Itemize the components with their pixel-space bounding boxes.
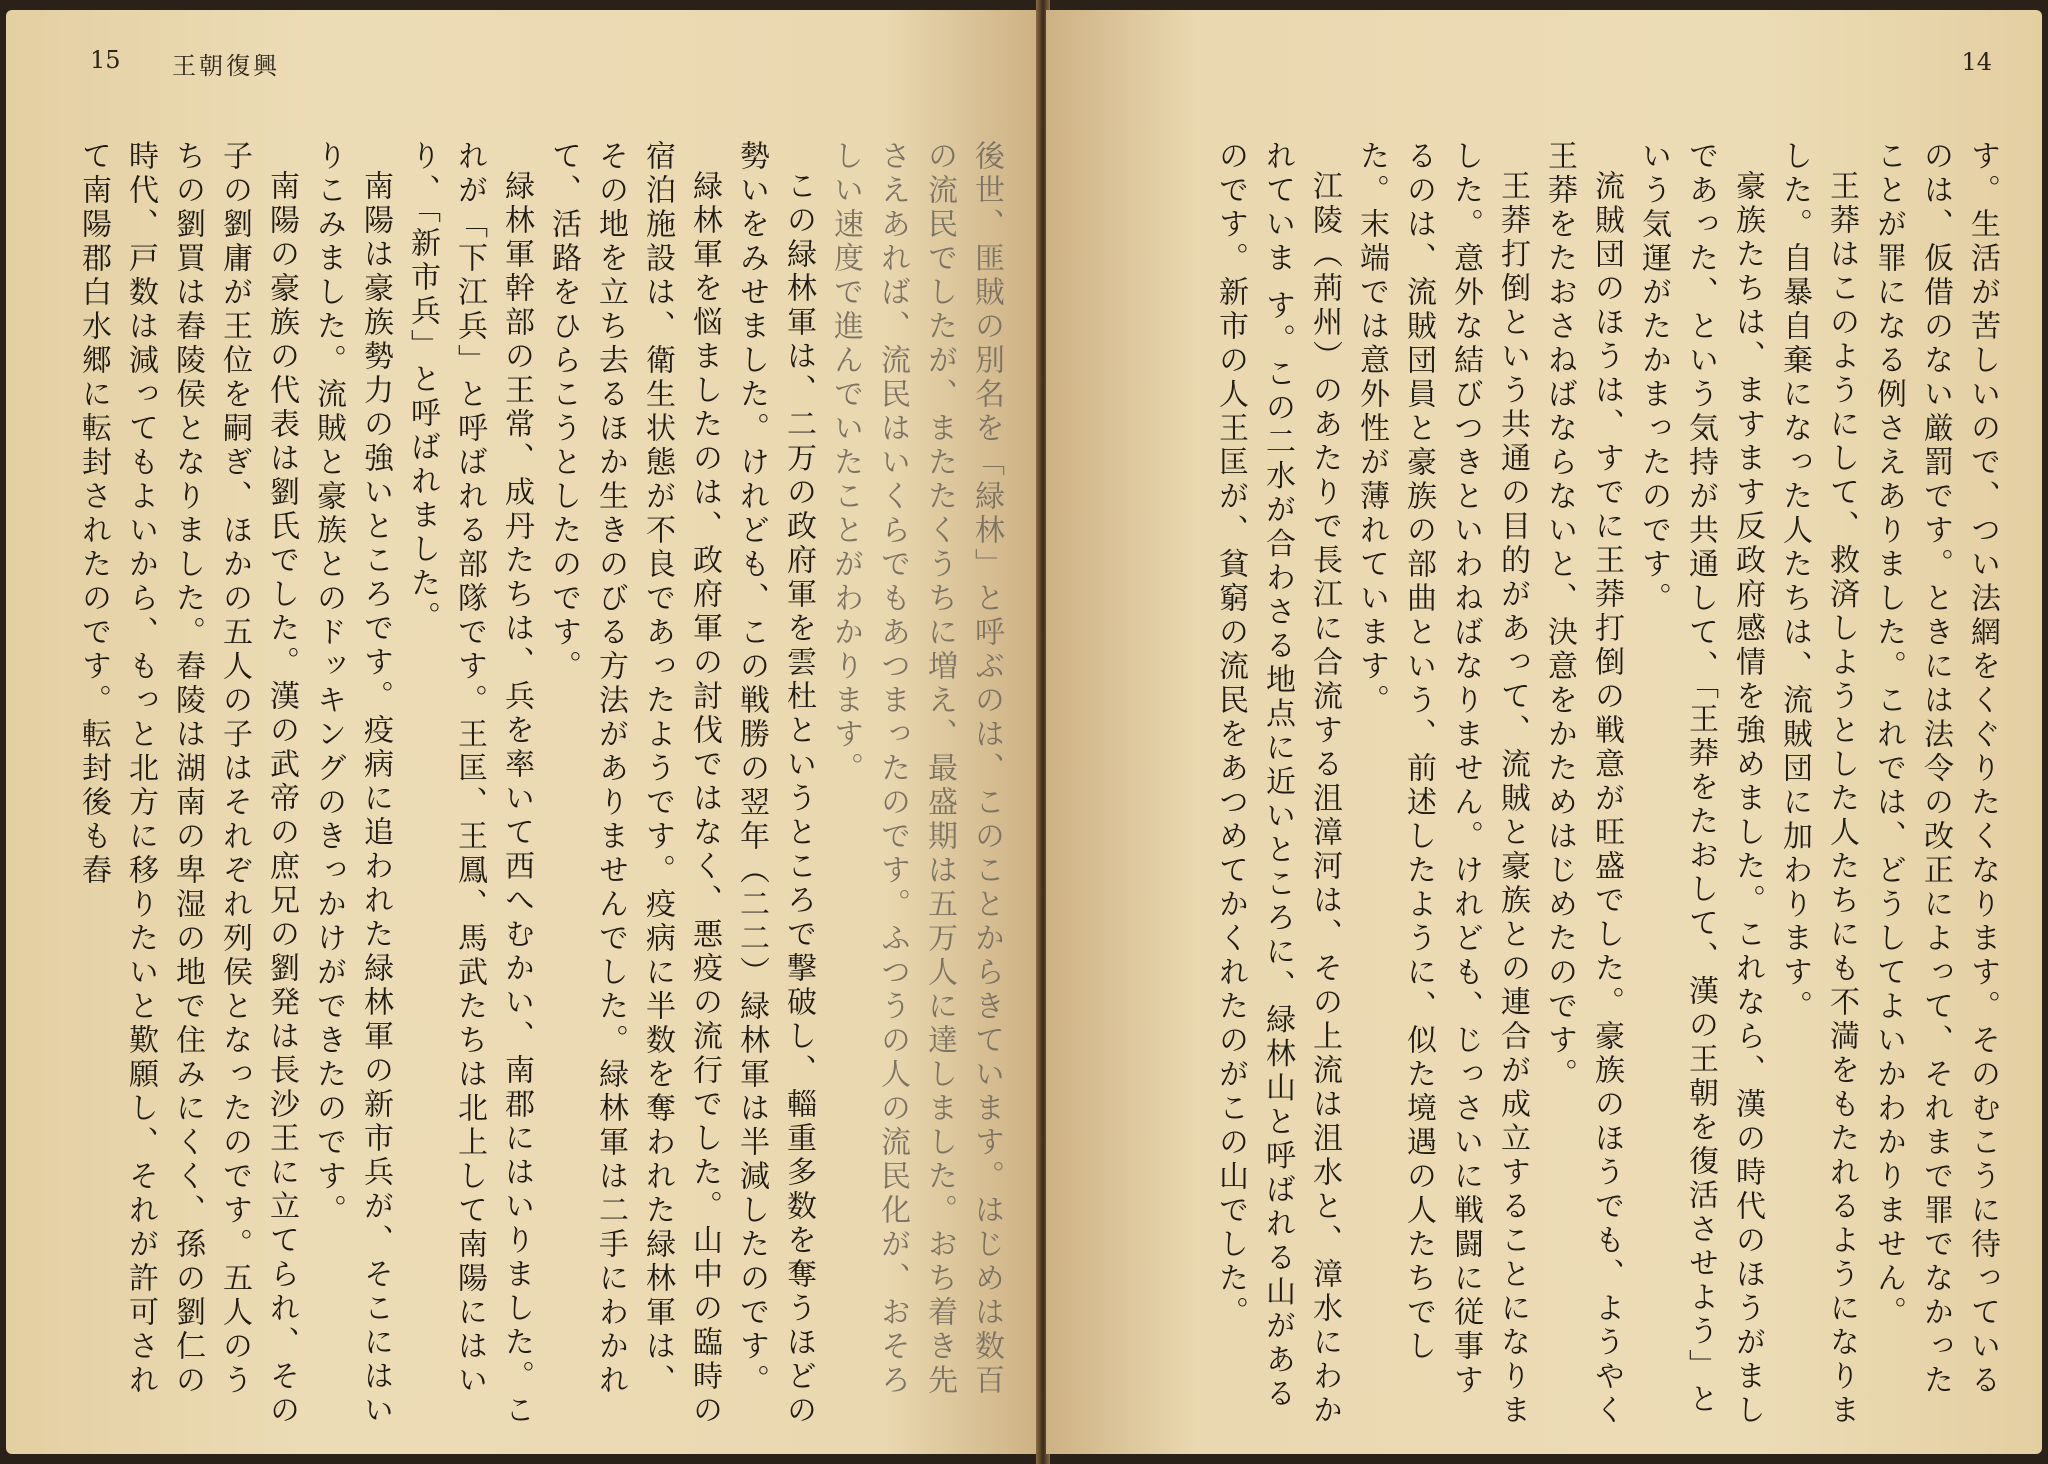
paragraph: 流賊団のほうは、すでに王莽打倒の戦意が旺盛でした。豪族のほうでも、ようやく王莽をたおさねばならないと、決意をかためはじめたのです。 — [1542, 140, 1624, 1428]
paragraph: 王莽打倒という共通の目的があって、流賊と豪族との連合が成立することになりました。意外な結びつきといわねばなりません。けれども、じっさいに戦闘に従事するのは、流賊団員と豪族の部曲という、前述したように、似た境遇の人たちでした。末端では意外性が薄れています。 — [1354, 140, 1530, 1428]
page-number-left: 15 — [90, 46, 121, 74]
paragraph: 緑林軍幹部の王常、成丹たちは、兵を率いて西へむかい、南郡にはいりました。これが「下江兵」と呼ばれる部隊です。王匡、王鳳、馬武たちは北上して南陽にはいり、「新市兵」と呼ばれました。 — [405, 140, 534, 1428]
running-title: 王朝復興 — [172, 52, 280, 80]
paragraph: 王莽はこのようにして、救済しようとした人たちにも不満をもたれるようになりました。自暴自棄になった人たちは、流賊団に加わります。 — [1777, 140, 1859, 1428]
paragraph: 南陽の豪族の代表は劉氏でした。漢の武帝の庶兄の劉発は長沙王に立てられ、その子の劉庸が王位を嗣ぎ、ほかの五人の子はそれぞれ列侯となったのです。五人のうちの劉買は舂陵侯となりました。舂陵は湖南の卑湿の地で住みにくく、孫の劉仁の時代、戸数は減ってもよいから、もっと北方に移りたいと歎願し、それが許可されて南陽郡白水郷に転封されたのです。転封後も舂 — [76, 140, 299, 1428]
paragraph: 江陵（荊州）のあたりで長江に合流する沮漳河は、その上流は沮水と、漳水にわかれていま す。この二水が合わさる地点に近いところに、緑林山と呼ばれる山があるのです。新市の人王匡が、貧窮の流民をあつめてかくれたのがこの山でした。 — [1213, 140, 1342, 1428]
paragraph: 後世、匪賊の別名を「緑林」と呼ぶのは、このことからきています。はじめは数百の流民でしたが、またたくうちに増え、最盛期は五万人に達しました。おち着き先さえあれば、流民はいくらでもあつまったのです。ふつうの人の流民化が、おそろしい速度で進んでいたことがわかります。 — [828, 140, 1004, 1398]
page-number-right: 14 — [1961, 48, 1992, 76]
paragraph: 豪族たちは、ますます反政府感情を強めました。これなら、漢の時代のほうがましであった、という気持が共通して、「王莽をたおして、漢の王朝を復活させよう」という気運がたかまったのです。 — [1636, 140, 1765, 1428]
left-page — [6, 10, 1040, 1454]
paragraph: す。生活が苦しいので、つい法網をくぐりたくなります。そのむこうに待っているのは、仮借のない厳罰です。ときには法令の改正によって、それまで罪でなかったことが罪になる例さえありました。これでは、どうしてよいかわかりません。 — [1871, 140, 2000, 1398]
left-page-body — [20, 140, 1010, 1430]
right-page — [1046, 10, 2042, 1454]
paragraph: この緑林軍は、二万の政府軍を雲杜というところで撃破し、輜重多数を奪うほどの勢いをみせました。けれども、この戦勝の翌年（二二）緑林軍は半減したのです。 — [734, 140, 816, 1428]
paragraph: 南陽は豪族勢力の強いところです。疫病に追われた緑林軍の新市兵が、そこにはいりこみました。流賊と豪族とのドッキングのきっかけができたのです。 — [311, 140, 393, 1428]
paragraph: 緑林軍を悩ましたのは、政府軍の討伐ではなく、悪疫の流行でした。山中の臨時の宿泊施設は、衛生状態が不良であったようです。疫病に半数を奪われた緑林軍は、その地を立ち去るほか生きのびる方法がありませんでした。緑林軍は二手にわかれて、活路をひらこうとしたのです。 — [546, 140, 722, 1428]
right-page-body — [1076, 140, 2006, 1430]
